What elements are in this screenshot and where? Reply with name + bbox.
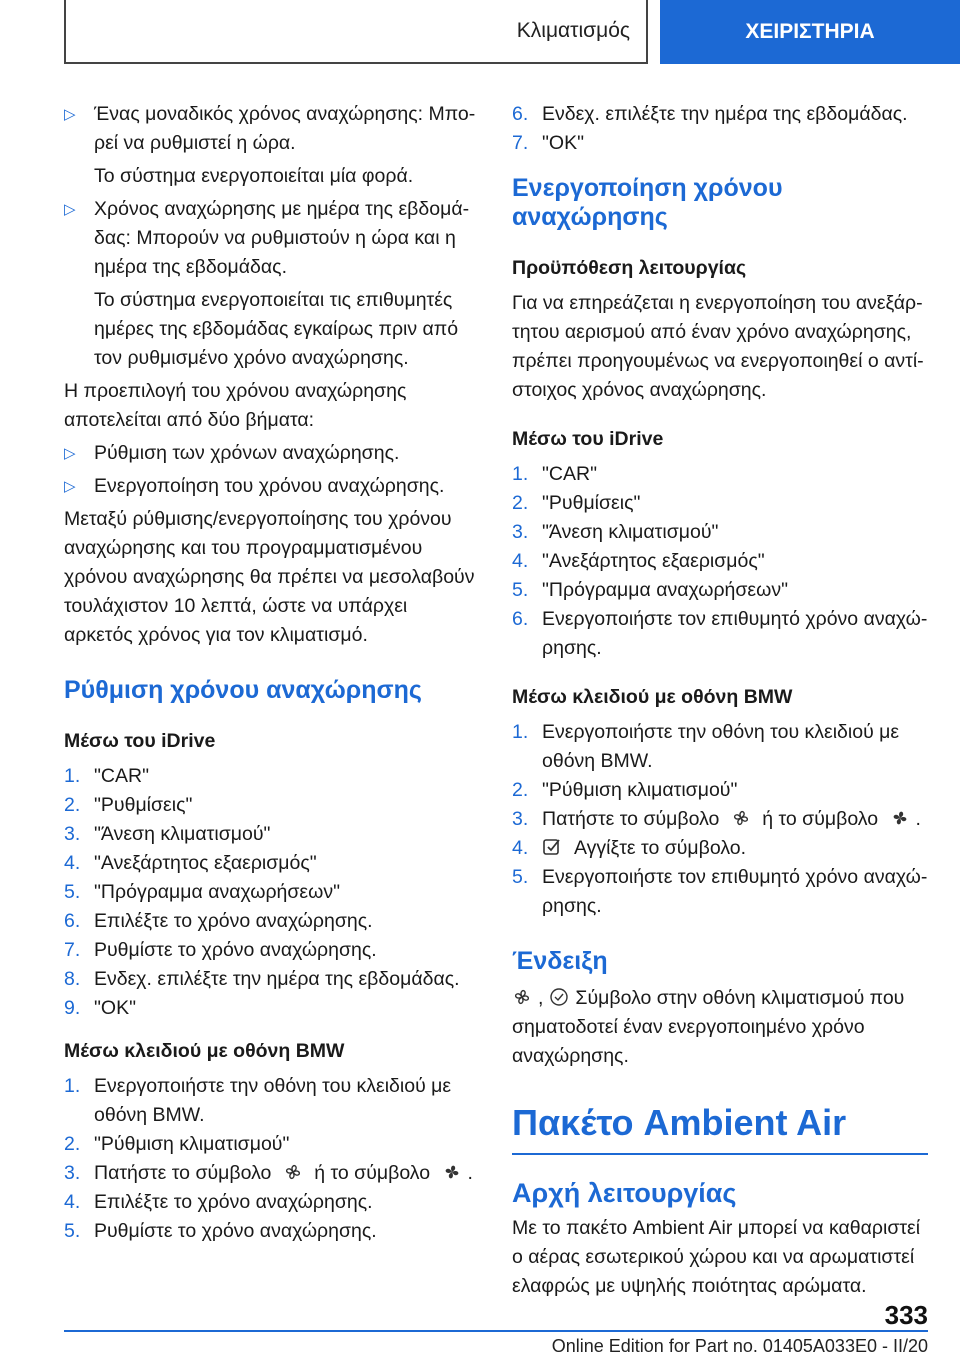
indication-paragraph xyxy=(512,984,928,1071)
bullet-note: Το σύστημα ενεργοποιείται μία φορά. xyxy=(94,165,414,187)
list-item xyxy=(512,518,928,547)
list-item xyxy=(512,805,928,834)
step-number: 7. xyxy=(64,939,81,961)
step-text: "CAR" xyxy=(94,765,150,787)
fan-active-icon xyxy=(442,1162,462,1182)
section-heading: Ενεργοποίηση χρόνου αναχώρησης xyxy=(512,174,783,231)
step-text: Ενεργοποιήστε την οθόνη του κλειδιού με οθόνη BMW. xyxy=(542,721,900,772)
bullet-text: Ρύθμιση των χρόνων αναχώρησης. xyxy=(94,442,400,464)
footer-edition: Online Edition for Part no. 01405A033E0 - II/20 xyxy=(551,1336,928,1356)
step-number: 5. xyxy=(512,866,529,888)
list-item xyxy=(512,129,928,158)
subheading: Μέσω του iDrive xyxy=(64,730,216,752)
list-item xyxy=(512,547,928,576)
step-text: "Ανεξάρτητος εξαερισμός" xyxy=(94,852,317,874)
list-item xyxy=(512,863,928,921)
checkbox-icon xyxy=(542,837,562,857)
subheading: Μέσω κλειδιού με οθόνη BMW xyxy=(64,1040,345,1062)
step-text: "Άνεση κλιματισμού" xyxy=(94,823,271,845)
step-text: Ρυθμίστε το χρόνο αναχώρησης. xyxy=(94,1220,377,1242)
fan-active-icon xyxy=(890,808,910,828)
list-item xyxy=(64,1072,480,1130)
step-text: Αγγίξτε το σύμβολο. xyxy=(574,837,747,859)
step-text: Ρυθμίστε το χρόνο αναχώρησης. xyxy=(94,939,377,961)
page-number: 333 xyxy=(884,1300,928,1330)
list-item xyxy=(64,762,480,791)
step-number: 4. xyxy=(64,1191,81,1213)
step-text: "Άνεση κλιματισμού" xyxy=(542,521,719,543)
header-chapter-title: ΧΕΙΡΙΣΤΗΡΙΑ xyxy=(745,20,875,43)
list-item xyxy=(64,1217,480,1246)
triangle-bullet-icon: ▷ xyxy=(64,478,76,495)
list-item xyxy=(512,776,928,805)
footer-divider xyxy=(64,1330,928,1332)
step-number: 2. xyxy=(512,779,529,801)
list-item xyxy=(512,718,928,776)
list-item xyxy=(64,936,480,965)
list-item xyxy=(64,994,480,1023)
list-item xyxy=(512,489,928,518)
step-number: 4. xyxy=(64,852,81,874)
fan-icon xyxy=(283,1162,303,1182)
step-text: . xyxy=(467,1162,473,1184)
step-text: "CAR" xyxy=(542,463,598,485)
subheading: Μέσω του iDrive xyxy=(512,428,664,450)
step-text: Επιλέξτε το χρόνο αναχώρησης. xyxy=(94,1191,373,1213)
list-item xyxy=(64,1130,480,1159)
step-number: 6. xyxy=(512,103,529,125)
step-text: Ενεργοποιήστε τον επιθυμητό χρόνο αναχώρησης. xyxy=(542,866,928,917)
step-number: 5. xyxy=(512,579,529,601)
step-text: "OK" xyxy=(542,132,585,154)
list-item xyxy=(64,907,480,936)
triangle-bullet-icon: ▷ xyxy=(64,201,76,218)
step-number: 3. xyxy=(64,1162,81,1184)
list-item xyxy=(64,965,480,994)
bullet-item xyxy=(64,195,480,282)
bullet-text: Ενεργοποίηση του χρόνου αναχώρησης. xyxy=(94,475,445,497)
clock-icon xyxy=(549,987,569,1007)
idrive-steps-list xyxy=(512,460,928,663)
right-column xyxy=(512,100,928,1305)
step-number: 1. xyxy=(64,1075,81,1097)
section-heading: Ρύθμιση χρόνου αναχώρησης xyxy=(64,676,422,704)
section-heading: Ένδειξη xyxy=(512,947,608,975)
step-text: Ενδεχ. επιλέξτε την ημέρα της εβδομάδας. xyxy=(94,968,460,990)
idrive-steps-list xyxy=(64,762,480,1023)
list-item xyxy=(512,100,928,129)
bullet-note: Το σύστημα ενεργοποιείται τις επιθυμητές ημέρες της εβδομάδας εγκαίρως πριν από τον ρυθμισμένο χρόνο αναχώρησης. xyxy=(94,289,459,369)
paragraph: Για να επηρεάζεται η ενεργοποίηση του ανεξάρτητου αερισμού από έναν χρόνο αναχώρησης, πρέπει προηγουμένως να ενεργοποιηθεί ο αντίστοιχος χρόνος αναχώρησης. xyxy=(512,292,924,401)
step-number: 3. xyxy=(512,808,529,830)
step-text: "Ρύθμιση κλιματισμού" xyxy=(542,779,738,801)
step-number: 7. xyxy=(512,132,529,154)
step-number: 3. xyxy=(64,823,81,845)
list-item xyxy=(512,605,928,663)
list-item xyxy=(64,1159,480,1188)
step-number: 4. xyxy=(512,837,529,859)
key-steps-list xyxy=(512,718,928,921)
indication-text: Σύμβολο στην οθόνη κλιματισμού που σηματοδοτεί έναν ενεργοποιημένο χρόνο αναχώρησης. xyxy=(512,987,905,1067)
separator-text: , xyxy=(538,987,544,1009)
step-text: "OK" xyxy=(94,997,137,1019)
step-number: 2. xyxy=(64,794,81,816)
step-number: 1. xyxy=(64,765,81,787)
list-item xyxy=(512,576,928,605)
step-text: Επιλέξτε το χρόνο αναχώρησης. xyxy=(94,910,373,932)
step-text: "Ανεξάρτητος εξαερισμός" xyxy=(542,550,765,572)
key-steps-list xyxy=(64,1072,480,1246)
step-number: 2. xyxy=(64,1133,81,1155)
triangle-bullet-icon: ▷ xyxy=(64,445,76,462)
list-item xyxy=(64,791,480,820)
subheading: Μέσω κλειδιού με οθόνη BMW xyxy=(512,686,793,708)
step-text: Ενεργοποιήστε τον επιθυμητό χρόνο αναχώρησης. xyxy=(542,608,928,659)
step-number: 6. xyxy=(512,608,529,630)
fan-icon xyxy=(731,808,751,828)
step-text: Πατήστε το σύμβολο xyxy=(542,808,720,830)
step-number: 8. xyxy=(64,968,81,990)
bullet-text: Ένας μοναδικός χρόνος αναχώρησης: Μπορεί να ρυθμιστεί η ώρα. xyxy=(94,103,476,154)
bullet-text: Χρόνος αναχώρησης με ημέρα της εβδομάδας: Μπορούν να ρυθμιστούν η ώρα και η ημέρα της εβδομάδας. xyxy=(94,198,470,278)
step-text: "Ρυθμίσεις" xyxy=(542,492,641,514)
step-number: 1. xyxy=(512,463,529,485)
subheading: Προϋπόθεση λειτουργίας xyxy=(512,257,747,279)
fan-icon xyxy=(512,987,532,1007)
header-section-title: Κλιματισμός xyxy=(516,19,630,42)
step-text: Ενεργοποιήστε την οθόνη του κλειδιού με οθόνη BMW. xyxy=(94,1075,452,1126)
list-item xyxy=(512,834,928,863)
left-column xyxy=(64,100,480,1246)
header-section xyxy=(64,0,648,64)
paragraph: Η προεπιλογή του χρόνου αναχώρησης αποτελείται από δύο βήματα: xyxy=(64,380,407,431)
step-text: . xyxy=(915,808,921,830)
step-text: ή το σύμβολο xyxy=(314,1162,431,1184)
bullet-item xyxy=(64,100,480,158)
list-item xyxy=(64,1188,480,1217)
step-text: Πατήστε το σύμβολο xyxy=(94,1162,272,1184)
paragraph: Μεταξύ ρύθμισης/ενεργοποίησης του χρόνου αναχώρησης και του προγραμματισμένου χρόνου αναχώρησης θα πρέπει να μεσολαβούν τουλάχιστον 10 λεπτά, ώστε να υπάρχει αρκετός χρόνος για τον κλιματισμό. xyxy=(64,508,475,646)
step-text: "Ρύθμιση κλιματισμού" xyxy=(94,1133,290,1155)
step-text: ή το σύμβολο xyxy=(762,808,879,830)
triangle-bullet-icon: ▷ xyxy=(64,106,76,123)
step-number: 6. xyxy=(64,910,81,932)
bullet-item xyxy=(64,472,480,501)
step-text: "Πρόγραμμα αναχωρήσεων" xyxy=(542,579,789,601)
paragraph: Με το πακέτο Ambient Air μπορεί να καθαριστεί ο αέρας εσωτερικού χώρου και να αρωματιστεί ελαφρώς με υψηλής ποιότητας αρώματα. xyxy=(512,1217,921,1297)
list-item xyxy=(64,878,480,907)
step-text: "Πρόγραμμα αναχωρήσεων" xyxy=(94,881,341,903)
list-item xyxy=(64,820,480,849)
step-number: 4. xyxy=(512,550,529,572)
step-number: 9. xyxy=(64,997,81,1019)
section-heading: Αρχή λειτουργίας xyxy=(512,1178,737,1208)
bullet-item xyxy=(64,439,480,468)
chapter-heading: Πακέτο Ambient Air xyxy=(512,1101,928,1155)
step-number: 3. xyxy=(512,521,529,543)
list-item xyxy=(512,460,928,489)
step-number: 5. xyxy=(64,881,81,903)
step-text: "Ρυθμίσεις" xyxy=(94,794,193,816)
step-number: 2. xyxy=(512,492,529,514)
step-text: Ενδεχ. επιλέξτε την ημέρα της εβδομάδας. xyxy=(542,103,908,125)
step-number: 5. xyxy=(64,1220,81,1242)
step-number: 1. xyxy=(512,721,529,743)
list-item xyxy=(64,849,480,878)
header-chapter-tab[interactable] xyxy=(660,0,960,64)
